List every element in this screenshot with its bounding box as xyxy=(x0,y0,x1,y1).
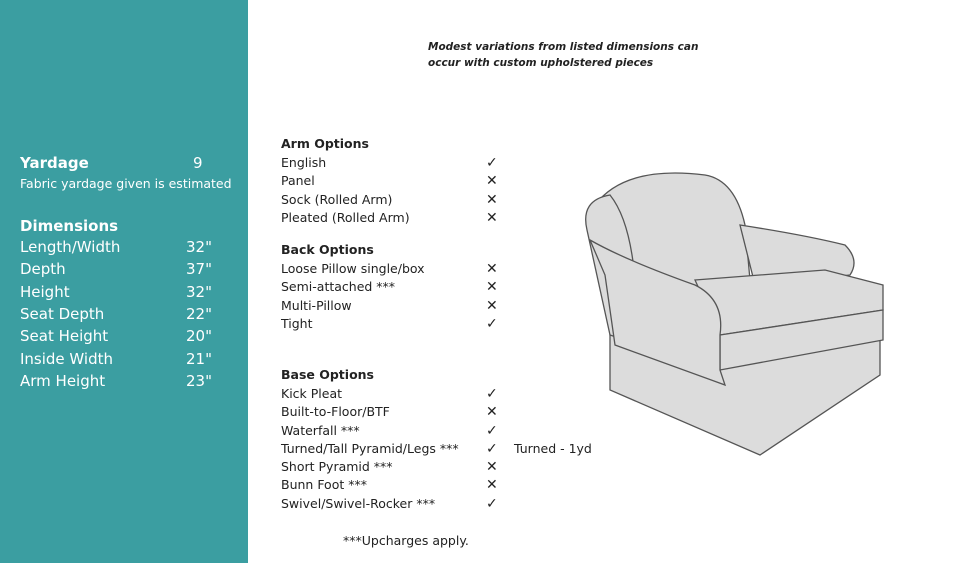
dimension-value: 22" xyxy=(186,304,212,323)
dimension-value: 32" xyxy=(186,238,212,256)
x-icon: ✕ xyxy=(486,279,498,296)
option-row xyxy=(281,386,498,404)
dimension-label: Height xyxy=(20,282,70,301)
option-row xyxy=(281,315,498,334)
option-label: English xyxy=(281,155,327,170)
base-options-title: Base Options xyxy=(281,367,374,382)
option-row xyxy=(281,477,498,495)
base-options xyxy=(281,367,592,514)
note-line: Modest variations from listed dimensions can xyxy=(428,41,699,53)
spec-sidebar xyxy=(0,0,248,563)
x-icon: ✕ xyxy=(486,404,498,421)
dimension-label: Seat Height xyxy=(20,327,109,346)
x-icon: ✕ xyxy=(486,459,498,476)
yardage-value: 9 xyxy=(193,154,203,172)
option-row xyxy=(281,459,498,477)
check-icon: ✓ xyxy=(486,495,498,512)
x-icon: ✕ xyxy=(486,297,498,314)
option-label: Tight xyxy=(281,315,313,331)
x-icon: ✕ xyxy=(486,261,498,277)
option-row xyxy=(281,297,498,316)
x-icon: ✕ xyxy=(486,209,498,226)
option-label: Multi-Pillow xyxy=(281,297,352,313)
check-icon: ✓ xyxy=(486,422,498,439)
option-row xyxy=(281,191,498,210)
option-label: Kick Pleat xyxy=(281,386,343,401)
dimension-label: Arm Height xyxy=(20,371,106,390)
dimensions-title: Dimensions xyxy=(20,217,119,235)
chair-illustration xyxy=(565,160,895,460)
dimension-value: 37" xyxy=(186,260,212,279)
option-label: Panel xyxy=(281,173,315,189)
upcharge-note: ***Upcharges apply. xyxy=(343,533,469,548)
option-label: Loose Pillow single/box xyxy=(281,261,425,276)
x-icon: ✕ xyxy=(486,173,498,190)
arm-options xyxy=(281,136,498,228)
x-icon: ✕ xyxy=(486,477,498,494)
dimension-row xyxy=(20,305,220,323)
option-row xyxy=(281,404,498,422)
option-row xyxy=(281,173,498,191)
option-label: Built-to-Floor/BTF xyxy=(281,404,390,420)
arm-options-title: Arm Options xyxy=(281,136,369,151)
dimension-label: Length/Width xyxy=(20,238,121,256)
dimension-value: 20" xyxy=(186,327,212,346)
dimension-label: Seat Depth xyxy=(20,304,105,323)
option-row xyxy=(281,261,498,279)
option-label: Turned/Tall Pyramid/Legs *** xyxy=(281,440,459,456)
yardage-label: Yardage xyxy=(20,154,89,172)
option-label: Short Pyramid *** xyxy=(281,459,393,475)
back-options-title: Back Options xyxy=(281,242,374,257)
dimension-row xyxy=(20,350,220,368)
dimension-row xyxy=(20,238,220,256)
check-icon: ✓ xyxy=(486,440,498,457)
option-row xyxy=(281,209,498,228)
option-label: Semi-attached *** xyxy=(281,279,396,295)
back-options xyxy=(281,242,498,334)
option-row xyxy=(281,422,498,441)
dimension-row xyxy=(20,260,220,278)
dimension-variation-note xyxy=(428,39,718,71)
option-row xyxy=(281,155,498,173)
option-label: Waterfall *** xyxy=(281,422,360,438)
dimension-value: 21" xyxy=(186,349,212,368)
check-icon: ✓ xyxy=(486,155,498,171)
check-icon: ✓ xyxy=(486,315,498,332)
note-line: occur with custom upholstered pieces xyxy=(428,57,654,69)
option-row xyxy=(281,495,498,514)
yardage-note: Fabric yardage given is estimated xyxy=(20,176,232,191)
dimension-label: Depth xyxy=(20,260,66,279)
option-row xyxy=(281,440,592,459)
dimension-row xyxy=(20,372,220,390)
option-label: Bunn Foot *** xyxy=(281,477,367,493)
dimension-value: 23" xyxy=(186,371,212,390)
dimension-row xyxy=(20,327,220,345)
x-icon: ✕ xyxy=(486,191,498,208)
option-row xyxy=(281,279,498,297)
option-label: Swivel/Swivel-Rocker *** xyxy=(281,495,436,511)
option-label: Sock (Rolled Arm) xyxy=(281,191,393,207)
option-extra-note: Turned - 1yd xyxy=(514,440,592,456)
dimension-label: Inside Width xyxy=(20,349,114,368)
option-label: Pleated (Rolled Arm) xyxy=(281,209,410,225)
dimension-row xyxy=(20,283,220,301)
check-icon: ✓ xyxy=(486,386,498,402)
dimension-value: 32" xyxy=(186,282,212,301)
